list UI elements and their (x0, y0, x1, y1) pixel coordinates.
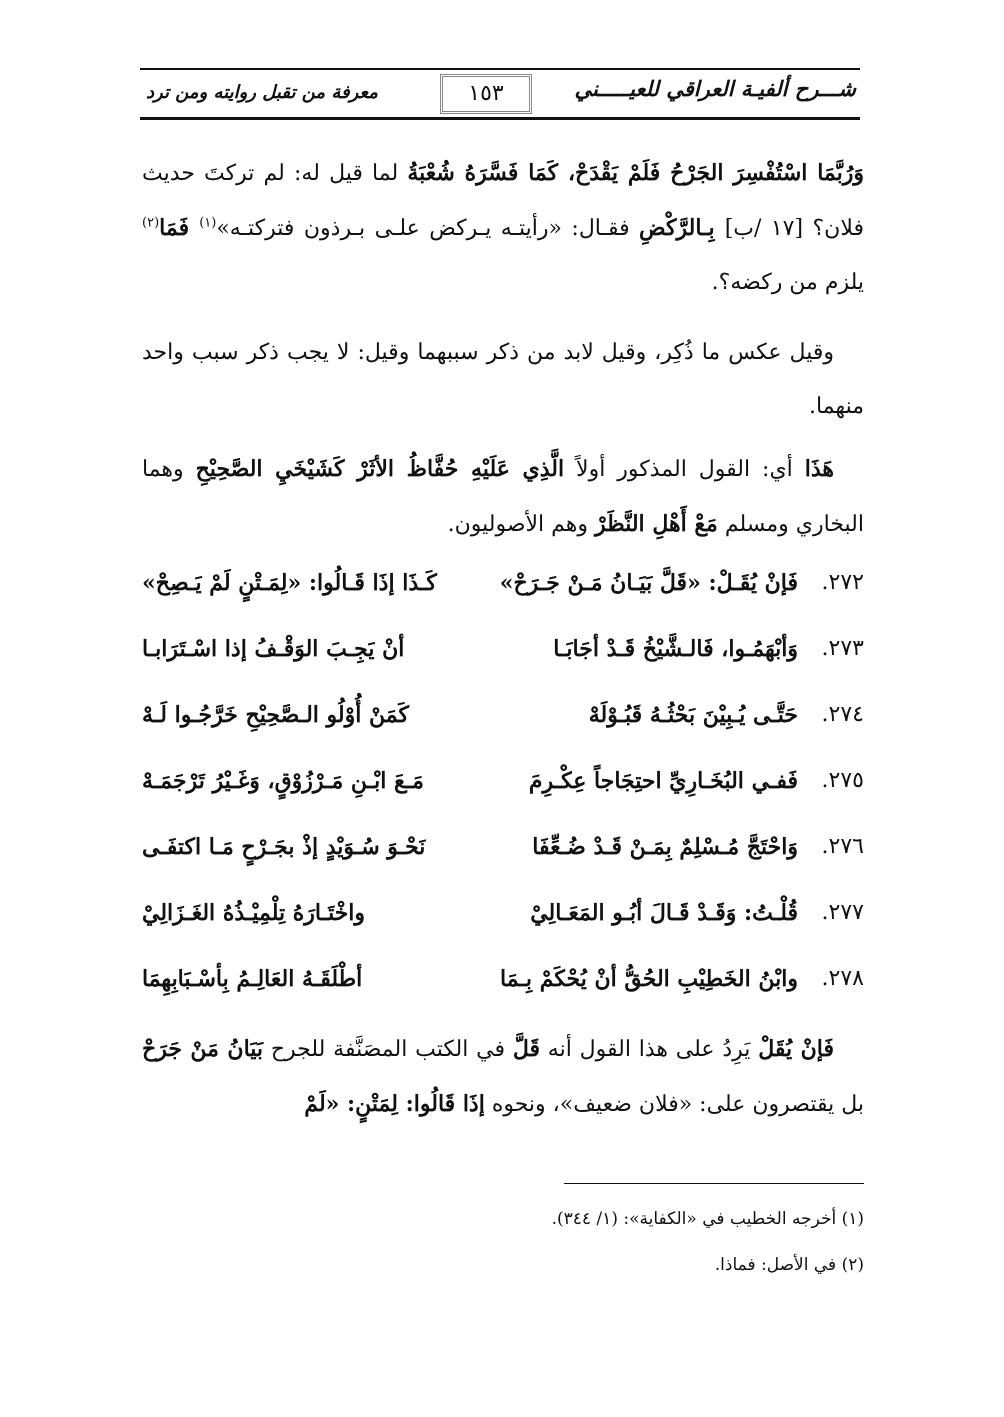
matn-quote: الَّذِي عَلَيْهِ حُفَّاظُ الأثَرْ كَشَيْخَيِ الصَّحِيْحِ (195, 456, 565, 482)
manuscript-folio-ref: [١٧ /ب] (724, 216, 804, 241)
paragraph-1 (142, 146, 864, 310)
verse-number: ٢٧٢. (821, 570, 864, 595)
verse-first-hemistich: فَإنْ يُقَـلْ: «قَلَّ بَيَـانُ مَـنْ جَـرَحْ» (499, 570, 798, 596)
commentary-text: يلزم من ركضه؟. (711, 270, 864, 295)
commentary-text: وهم الأصوليون. (447, 512, 596, 537)
footnote-ref-1: (١) (199, 215, 217, 231)
matn-quote: إذَا قَالُوا: لِمَتْنٍ: «لَمْ (304, 1091, 485, 1117)
verse-line (142, 562, 864, 628)
verse-first-hemistich: قُلْـتُ: وَقَـدْ قَـالَ أبُـو المَعَـالِيْ (530, 900, 798, 926)
page-number-box: ١٥٣ (440, 74, 532, 114)
matn-quote: مَعْ أَهْلِ النَّظَرْ (595, 511, 718, 537)
verse-number: ٢٧٦. (821, 834, 864, 859)
matn-quote: هَذَا (804, 456, 834, 482)
paragraph-4 (142, 1022, 864, 1132)
matn-quote: وَرُبَّمَا اسْتُفْسِرَ الجَرْحُ فَلَمْ يَقْدَحْ، كَمَا فَسَّرَهُ شُعْبَةُ (407, 160, 864, 186)
paragraph-2: وقيل عكس ما ذُكِر، وقيل لابد من ذكر سببهما وقيل: لا يجب ذكر سبب واحد منهما. (142, 340, 864, 419)
verse-number: ٢٧٨. (821, 966, 864, 991)
verse-line (142, 958, 864, 1024)
commentary-text: وهما البخاري ومسلم (142, 457, 864, 537)
verse-line (142, 892, 864, 958)
header-bottom-rule (140, 117, 860, 120)
verse-second-hemistich: كَمَنْ أُوْلُو الـصَّحِيْحِ خَرَّجُـوا لَـهْ (142, 702, 409, 728)
matn-quote: بَيَانُ مَنْ جَرَحْ (142, 1036, 264, 1062)
chapter-title: معرفة من تقبل روايته ومن ترد (146, 82, 378, 103)
commentary-text: في الكتب المصَنَّفة للجرح (263, 1037, 513, 1062)
commentary-text: أي: القول المذكور أولاً (564, 457, 805, 482)
header-top-rule (140, 68, 860, 70)
verse-number: ٢٧٤. (821, 702, 864, 727)
verse-first-hemistich: حَتَّـى يُـبِيْنَ بَحْثُـهُ قَبُـوْلَهْ (588, 702, 798, 728)
verse-line (142, 628, 864, 694)
verse-line (142, 694, 864, 760)
verse-list (142, 562, 864, 1024)
verse-second-hemistich: كَـذَا إذَا قَـالُوا: «لِمَـتْنٍ لَمْ يَـصِحْ» (142, 570, 437, 596)
verse-first-hemistich: وَاحْتَجَّ مُـسْلِمٌ بِمَـنْ قَـدْ ضُـعِّفَا (532, 834, 798, 860)
book-title: شـــرح ألفيـة العراقي للعيـــــني (574, 76, 856, 101)
footnote-1: (١) أخرجه الخطيب في «الكفاية»: (١/ ٣٤٤). (551, 1209, 864, 1229)
verse-second-hemistich: نَحْـوَ سُـوَيْدٍ إذْ بجَـرْحٍ مَـا اكتفَـى (142, 834, 426, 860)
verse-second-hemistich: أنْ يَجِـبَ الوَقْـفُ إذا اسْـتَرَابـا (142, 636, 405, 662)
verse-second-hemistich: واخْتَـارَهُ تِلْمِيْـذُهُ الغَـزَالِيْ (142, 900, 366, 926)
footnotes (142, 1196, 864, 1288)
verse-line (142, 760, 864, 826)
footnote-ref-2: (٢) (142, 215, 160, 231)
commentary-text: بل يقتصرون على: «فلان ضعيف»، ونحوه (484, 1092, 864, 1117)
verse-second-hemistich: أطْلَقَـهُ العَالِـمُ بِأسْـبَابِهِمَا (142, 966, 363, 992)
matn-quote: بِـالرَّكْضِ (639, 215, 725, 241)
footnote-2: (٢) في الأصل: فماذا. (714, 1255, 864, 1275)
verse-first-hemistich: وَأبْهَمُـوا، فَالـشَّيْخُ قَـدْ أجَابَـا (553, 636, 798, 662)
page-header (140, 68, 860, 120)
footnote-separator (564, 1183, 864, 1184)
verse-second-hemistich: مَـعَ ابْـنِ مَـرْزُوْقٍ، وَغَـيْرُ تَرْجَمَـهْ (142, 768, 424, 794)
commentary-text: فقـال: «رأيتـه يـركض علـى بـرذون فتركتـه» (216, 216, 640, 241)
verse-number: ٢٧٣. (821, 636, 864, 661)
matn-quote: فَإنْ يُقَلْ (758, 1036, 834, 1062)
verse-line (142, 826, 864, 892)
verse-number: ٢٧٧. (821, 900, 864, 925)
verse-first-hemistich: فَفـي البُخَـارِيِّ احتِجَاجاً عِكْـرِمَ (528, 768, 798, 794)
matn-quote: فَمَا (159, 215, 200, 241)
paragraph-3 (142, 442, 864, 552)
matn-quote: قَلَّ (512, 1036, 540, 1062)
verse-number: ٢٧٥. (821, 768, 864, 793)
commentary-text: يَرِدُ على هذا القول أنه (540, 1037, 759, 1062)
commentary-text: لما قيل له: لم تركتَ حديث فلان؟ (142, 161, 864, 241)
verse-first-hemistich: وابْنُ الخَطِيْبِ الحُقُّ أنْ يُحْكَمْ بِـمَا (500, 966, 798, 992)
